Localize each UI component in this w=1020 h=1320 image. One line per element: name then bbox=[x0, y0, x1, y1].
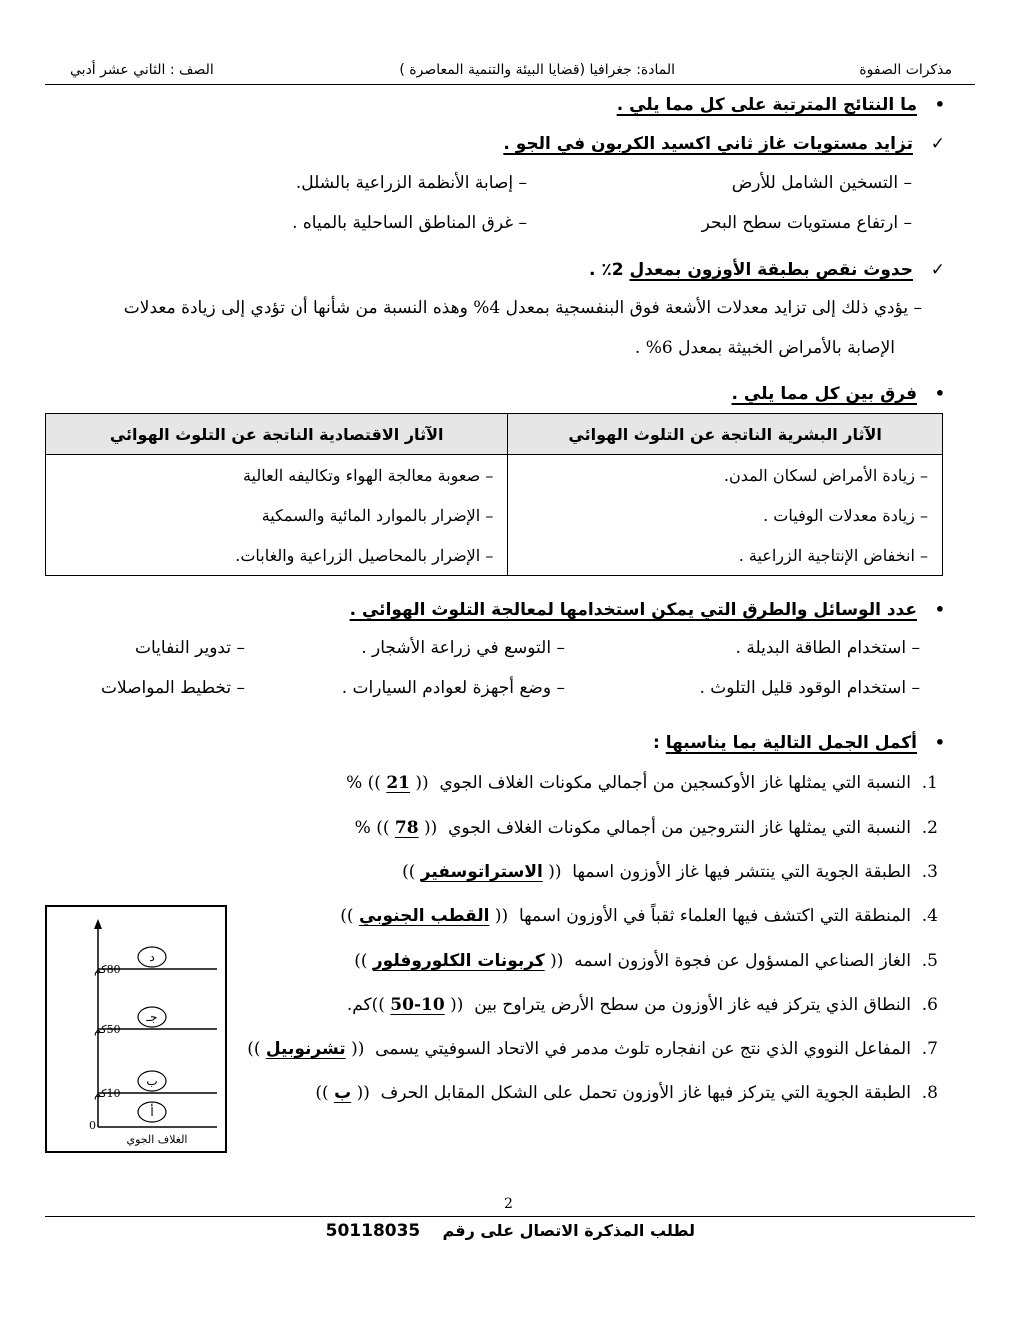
fill-item: 1. النسبة التي يمثلها غاز الأوكسجين من أجمالي مكونات الغلاف الجوي (( 21 )) % bbox=[346, 773, 938, 793]
fill-answer: القطب الجنوبي bbox=[358, 906, 490, 926]
altitude-label: 80كم bbox=[94, 963, 121, 976]
page-number: 2 bbox=[504, 1196, 513, 1212]
layer-letter: أ bbox=[150, 1105, 154, 1119]
fill-item: 6. النطاق الذي يتركز فيه غاز الأوزون من سطح الأرض يتراوح بين (( 10-50 ))كم. bbox=[346, 995, 938, 1015]
section4-heading: • أكمل الجمل التالية بما يناسبها : bbox=[652, 733, 945, 753]
table-cell: – الإضرار بالمحاصيل الزراعية والغابات. bbox=[46, 535, 508, 576]
method-item: – استخدام الوقود قليل التلوث . bbox=[699, 678, 920, 698]
header-left: مذكرات الصفوة bbox=[859, 62, 952, 78]
section2-title: فرق بين كل مما يلي . bbox=[731, 384, 917, 404]
layer-letter: ب bbox=[146, 1074, 158, 1088]
item2-heading bbox=[589, 260, 945, 280]
fill-answer: 21 bbox=[386, 773, 410, 793]
item1-title: تزايد مستويات غاز ثاني اكسيد الكربون في الجو . bbox=[503, 134, 913, 154]
section3-heading: • عدد الوسائل والطرق التي يمكن استخدامها لمعالجة التلوث الهوائي . bbox=[349, 600, 945, 620]
item1-point: – غرق المناطق الساحلية بالمياه . bbox=[292, 213, 527, 233]
footer-contact bbox=[326, 1221, 695, 1241]
method-item: – تدوير النفايات bbox=[134, 638, 245, 658]
item1-point: – إصابة الأنظمة الزراعية بالشلل. bbox=[295, 173, 527, 193]
section3-title: عدد الوسائل والطرق التي يمكن استخدامها لمعالجة التلوث الهوائي . bbox=[349, 600, 917, 620]
fill-item: 8. الطبقة الجوية التي يتركز فيها غاز الأوزون تحمل على الشكل المقابل الحرف (( ب )) bbox=[315, 1083, 938, 1103]
fill-answer: 78 bbox=[394, 818, 419, 838]
check-icon: ✓ bbox=[930, 260, 945, 280]
atmosphere-diagram bbox=[45, 905, 227, 1153]
section1-title: ما النتائج المترتبة على كل مما يلي . bbox=[616, 95, 917, 115]
table-cell: – زيادة معدلات الوفيات . bbox=[508, 495, 943, 535]
item2-rate: 2٪ . bbox=[588, 260, 624, 280]
footer-rule bbox=[45, 1216, 975, 1217]
table-header: الآثار الاقتصادية الناتجة عن التلوث الهوائي bbox=[46, 414, 508, 455]
table-row bbox=[46, 495, 943, 535]
method-item: – التوسع في زراعة الأشجار . bbox=[361, 638, 565, 658]
table-cell: – الإضرار بالموارد المائية والسمكية bbox=[46, 495, 508, 535]
altitude-label: 50كم bbox=[94, 1023, 121, 1036]
fill-answer: تشرنوبيل bbox=[265, 1039, 346, 1059]
layer-letter: د bbox=[149, 950, 155, 964]
method-item: – استخدام الطاقة البديلة . bbox=[735, 638, 920, 658]
table-row bbox=[46, 535, 943, 576]
section1-heading: • ما النتائج المترتبة على كل مما يلي . bbox=[616, 95, 945, 115]
section4-title: أكمل الجمل التالية بما يناسبها bbox=[665, 733, 917, 753]
table-header-row bbox=[46, 414, 943, 455]
header-rule bbox=[45, 84, 975, 85]
fill-item: 5. الغاز الصناعي المسؤول عن فجوة الأوزون اسمه (( كربونات الكلوروفلور )) bbox=[354, 951, 938, 971]
fill-answer: الاستراتوسفير bbox=[420, 862, 543, 882]
item1-point: – ارتفاع مستويات سطح البحر bbox=[701, 213, 912, 233]
item2-title: حدوث نقص بطبقة الأوزون بمعدل bbox=[629, 260, 913, 280]
fill-answer: كربونات الكلوروفلور bbox=[372, 951, 545, 971]
diagram-caption: الغلاف الجوي bbox=[126, 1133, 188, 1146]
fill-item: 4. المنطقة التي اكتشف فيها العلماء ثقباً في الأوزون اسمها (( القطب الجنوبي )) bbox=[340, 906, 938, 926]
footer-text: لطلب المذكرة الاتصال على رقم bbox=[442, 1221, 695, 1240]
table-row bbox=[46, 455, 943, 496]
item2-line1: – يؤدي ذلك إلى تزايد معدلات الأشعة فوق البنفسجية بمعدل 4% وهذه النسبة من شأنها أن تؤدي إلى زيادة معدلات bbox=[123, 298, 922, 318]
axis-arrow-icon bbox=[94, 919, 102, 929]
altitude-label: 10كم bbox=[94, 1087, 121, 1100]
fill-answer: 10-50 bbox=[390, 995, 445, 1015]
header-subject: المادة: جغرافيا (قضايا البيئة والتنمية المعاصرة ) bbox=[399, 62, 675, 78]
item1-point: – التسخين الشامل للأرض bbox=[731, 173, 912, 193]
method-item: – تخطيط المواصلات bbox=[100, 678, 245, 698]
method-item: – وضع أجهزة لعوادم السيارات . bbox=[341, 678, 565, 698]
fill-item: 2. النسبة التي يمثلها غاز النتروجين من أجمالي مكونات الغلاف الجوي (( 78 )) % bbox=[354, 818, 938, 838]
fill-item: 3. الطبقة الجوية التي ينتشر فيها غاز الأوزون اسمها (( الاستراتوسفير )) bbox=[402, 862, 938, 882]
fill-answer: ب bbox=[334, 1083, 352, 1103]
table-cell: – صعوبة معالجة الهواء وتكاليفه العالية bbox=[46, 455, 508, 496]
altitude-zero: 0 bbox=[89, 1119, 96, 1132]
section2-heading: • فرق بين كل مما يلي . bbox=[731, 384, 945, 404]
table-header: الآثار البشرية الناتجة عن التلوث الهوائي bbox=[508, 414, 943, 455]
fill-item: 7. المفاعل النووي الذي نتج عن انفجاره تلوث مدمر في الاتحاد السوفيتي يسمى (( تشرنوبيل )) bbox=[247, 1039, 938, 1059]
table-cell: – زيادة الأمراض لسكان المدن. bbox=[508, 455, 943, 496]
comparison-table bbox=[45, 413, 943, 576]
item2-line2: الإصابة بالأمراض الخبيثة بمعدل 6% . bbox=[634, 338, 895, 358]
footer-phone: 50118035 bbox=[325, 1221, 421, 1241]
header-grade: الصف : الثاني عشر أدبي bbox=[70, 62, 214, 78]
layer-letter: جـ bbox=[146, 1010, 158, 1024]
item1-heading bbox=[503, 134, 945, 154]
check-icon: ✓ bbox=[930, 134, 945, 154]
table-cell: – انخفاض الإنتاجية الزراعية . bbox=[508, 535, 943, 576]
